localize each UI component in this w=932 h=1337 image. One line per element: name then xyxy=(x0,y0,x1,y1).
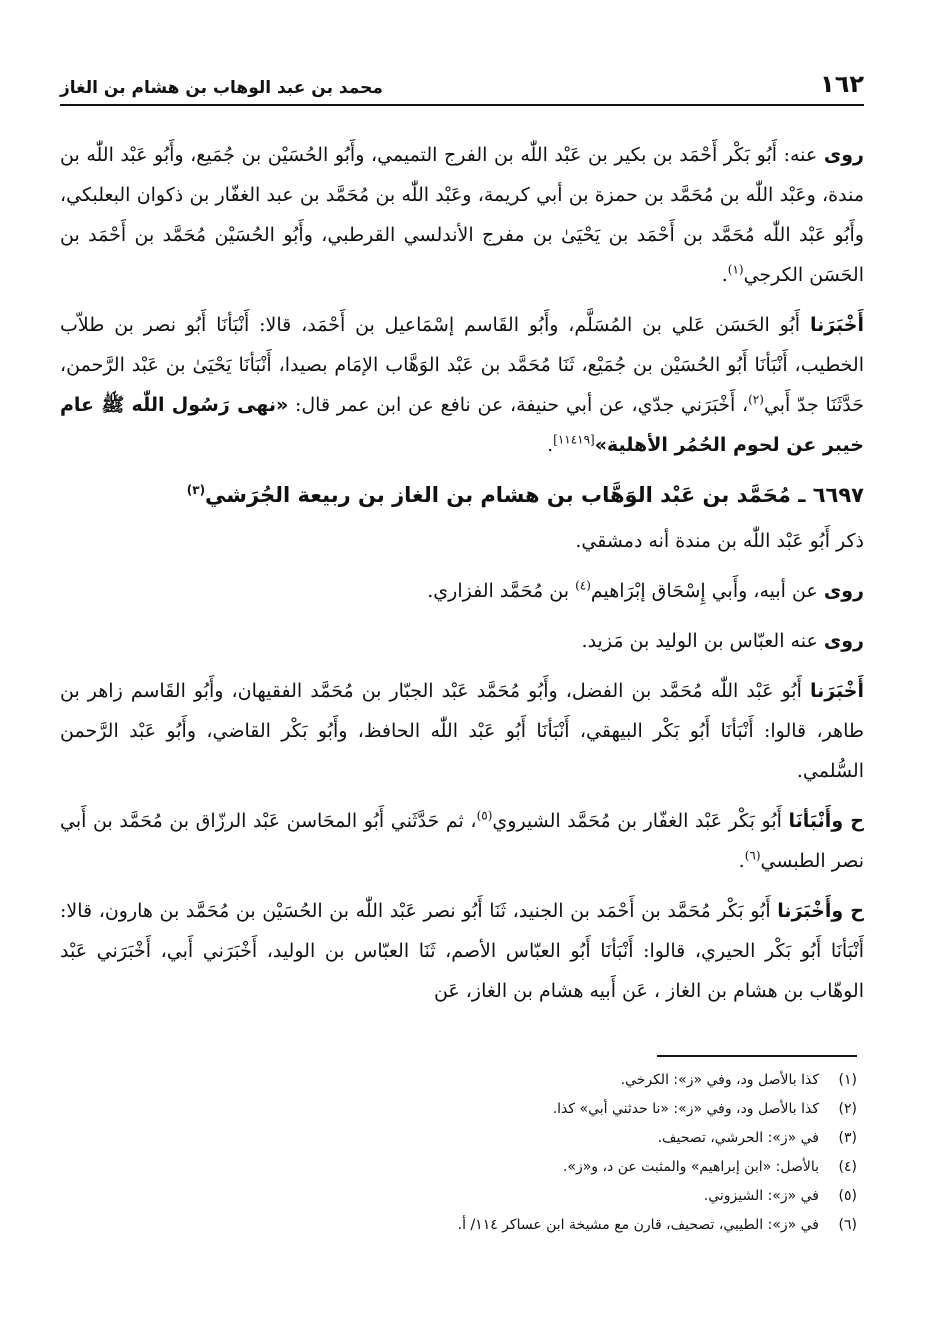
footnote: (٦) في «ز»: الطيبي، تصحيف، قارن مع مشيخة ابن عساكر ١١٤/ أ. xyxy=(457,1217,857,1233)
paragraph-text: عنه: أَبُو بَكْر أَحْمَد بن بكير بن عَبْد اللّٰه بن الفرج التميمي، وأَبُو الحُسَيْن بن جُمَيع، وأَبُو عَبْد اللّٰه بن مندة، وعَبْد اللّٰه بن مُحَمَّد بن حمزة بن أبي كريمة، وعَبْد اللّٰه بن مُحَمَّد بن عبد الغفّار بن ذكوان البعلبكي، وأَبُو عَبْد اللّٰه مُحَمَّد بن أَحْمَد بن يَحْيَىٰ بن مفرج الأندلسي القرطبي، وأَبُو الحُسَيْن مُحَمَّد بن أَحْمَد بن الحَسَن الكرجي xyxy=(60,144,864,286)
footnote-ref-2: (٢) xyxy=(748,392,764,407)
footnote: (٣) في «ز»: الحرشي، تصحيف. xyxy=(657,1130,857,1146)
paragraph-text: ذكر أَبُو عَبْد اللّٰه بن مندة أنه دمشقي. xyxy=(575,530,864,552)
keyword-anbaana: ح وأَنْبَأنَا xyxy=(788,810,864,832)
main-text xyxy=(60,135,864,1021)
paragraph-narrators-from-him: روى عنه: أَبُو بَكْر أَحْمَد بن بكير بن عَبْد اللّٰه بن الفرج التميمي، وأَبُو الحُسَيْن بن جُمَيع، وأَبُو عَبْد اللّٰه بن مندة، وعَبْد اللّٰه بن مُحَمَّد بن حمزة بن أبي كريمة، وعَبْد اللّٰه بن مُحَمَّد بن عبد الغفّار بن ذكوان البعلبكي، وأَبُو عَبْد اللّٰه مُحَمَّد بن أَحْمَد بن يَحْيَىٰ بن مفرج الأندلسي القرطبي، وأَبُو الحُسَيْن مُحَمَّد بن أَحْمَد بن الحَسَن الكرجي$^{(١)}$. xyxy=(60,144,864,286)
hadith-text: «نهى رَسُول اللّٰه ﷺ عام خيبر عن لحوم الحُمُر الأهلية» xyxy=(60,394,864,456)
entry-title: ٦٦٩٧ ـ مُحَمَّد بن عَبْد الوَهَّاب بن هشام بن الغاز بن ربيعة الجُرَشي xyxy=(205,483,864,507)
footnote: (٢) كذا بالأصل ود، وفي «ز»: «نا حدثني أبي» كذا. xyxy=(552,1101,857,1117)
keyword-rawa: روى xyxy=(823,144,864,166)
footnote: (٥) في «ز»: الشيزوني. xyxy=(703,1188,857,1204)
footnote: (٤) بالأصل: «ابن إبراهيم» والمثبت عن د، و«ز». xyxy=(562,1159,857,1175)
footnote: (١) كذا بالأصل ود، وفي «ز»: الكرخي. xyxy=(620,1072,857,1088)
footnotes xyxy=(60,1066,857,1240)
entry-heading xyxy=(60,475,864,515)
hadith-number: [١١٤١٩] xyxy=(553,432,595,447)
paragraph-narrators-from-him: روى عنه العبّاس بن الوليد بن مَزيد. xyxy=(581,630,864,652)
keyword-akhbarana: أَخْبَرَنا xyxy=(809,680,864,702)
paragraph-isnad-1: أَخْبَرَنا أَبُو الحَسَن عَلي بن المُسَلَّم، وأَبُو القَاسم إسْمَاعيل بن أَحْمَد، قالا: أَنْبَأنَا أَبُو نصر بن طلاّب الخطيب، أَنْبَأنَا أَبُو الحُسَيْن بن جُمَيْع، ثَنَا مُحَمَّد بن عَبْد الوَهَّاب الإمَام بصيدا، أَنْبَأنَا يَحْيَىٰ بن عَبْد الرَّحمن، حَدَّثَنَا جدّ أَبي$^{(٢)}$، أَخْبَرَني جدّي، عن أبي حنيفة، عن نافع عن ابن عمر قال: «نهى رَسُول اللّٰه ﷺ عام خيبر عن لحوم الحُمُر الأهلية»[١١٤١٩]. xyxy=(60,314,865,456)
page-number: ١٦٢ xyxy=(820,70,864,98)
footnote-ref-3: (٣) xyxy=(186,483,206,497)
header-rule xyxy=(60,104,864,106)
footnote-ref-4: (٤) xyxy=(575,578,591,593)
footnote-ref-1: (١) xyxy=(727,262,744,277)
keyword-akhbarana: أَخْبَرَنا xyxy=(809,314,864,336)
paragraph-isnad-4: ح وأَخْبَرَنا أَبُو بَكْر مُحَمَّد بن أَحْمَد بن الجنيد، ثَنَا أَبُو نصر عَبْد اللّٰه بن الحُسَيْن بن مُحَمَّد بن هارون، قالا: أَنْبَأنَا أَبُو بَكْر الحيري، قالوا: أَنْبَأنَا أَبُو العبّاس الأصم، ثَنَا العبّاس بن الوليد، أَخْبَرَني أَبي، أَخْبَرَني عَبْد الوهّاب بن هشام بن الغاز ، عَن أَبيه هشام بن الغاز، عَن xyxy=(60,900,865,1002)
keyword-rawa: روى xyxy=(823,580,864,602)
footnote-rule xyxy=(657,1055,857,1057)
footnote-ref-6: (٦) xyxy=(744,848,761,863)
paragraph-isnad-2: أَخْبَرَنا أَبُو عَبْد اللّٰه مُحَمَّد بن الفضل، وأَبُو مُحَمَّد عَبْد الجبّار بن مُحَمَّد الفقيهان، وأَبُو القَاسم زاهر بن طاهر، قالوا: أَنْبَأنَا أَبُو بَكْر البيهقي، أَنْبَأنَا أَبُو عَبْد اللّٰه الحافظ، وأَبُو بَكْر القاضي، وأَبُو عَبْد الرَّحمن السُّلمي. xyxy=(60,680,864,782)
running-title: محمد بن عبد الوهاب بن هشام بن الغاز xyxy=(60,78,383,98)
keyword-akhbarana: ح وأَخْبَرَنا xyxy=(777,900,865,922)
page-header xyxy=(60,58,864,98)
paragraph-isnad-3: ح وأَنْبَأنَا أَبُو بَكْر عَبْد الغفّار بن مُحَمَّد الشيروي$^{(٥)}$، ثم حَدَّثَني أَبُو المحَاسن عَبْد الرزّاق بن مُحَمَّد بن أَبي نصر الطبسي$^{(٦)}$. xyxy=(60,808,864,872)
paragraph-origin xyxy=(60,521,864,561)
footnote-ref-5: (٥) xyxy=(476,808,493,823)
paragraph-text: أَبُو الحَسَن عَلي بن المُسَلَّم، وأَبُو القَاسم إسْمَاعيل بن أَحْمَد، قالا: أَنْبَأنَا أَبُو نصر بن طلاّب الخطيب، أَنْبَأنَا أَبُو الحُسَيْن بن جُمَيْع، ثَنَا مُحَمَّد بن عَبْد الوَهَّاب الإمَام بصيدا، أَنْبَأنَا يَحْيَىٰ بن عَبْد الرَّحمن، حَدَّثَنَا جدّ أَبي xyxy=(60,314,865,416)
paragraph-narrated-from: روى عن أبيه، وأَبي إِسْحَاق إبْرَاهيم$^{(٤)}$ بن مُحَمَّد الفزاري. xyxy=(427,578,864,602)
keyword-rawa: روى xyxy=(823,630,864,652)
